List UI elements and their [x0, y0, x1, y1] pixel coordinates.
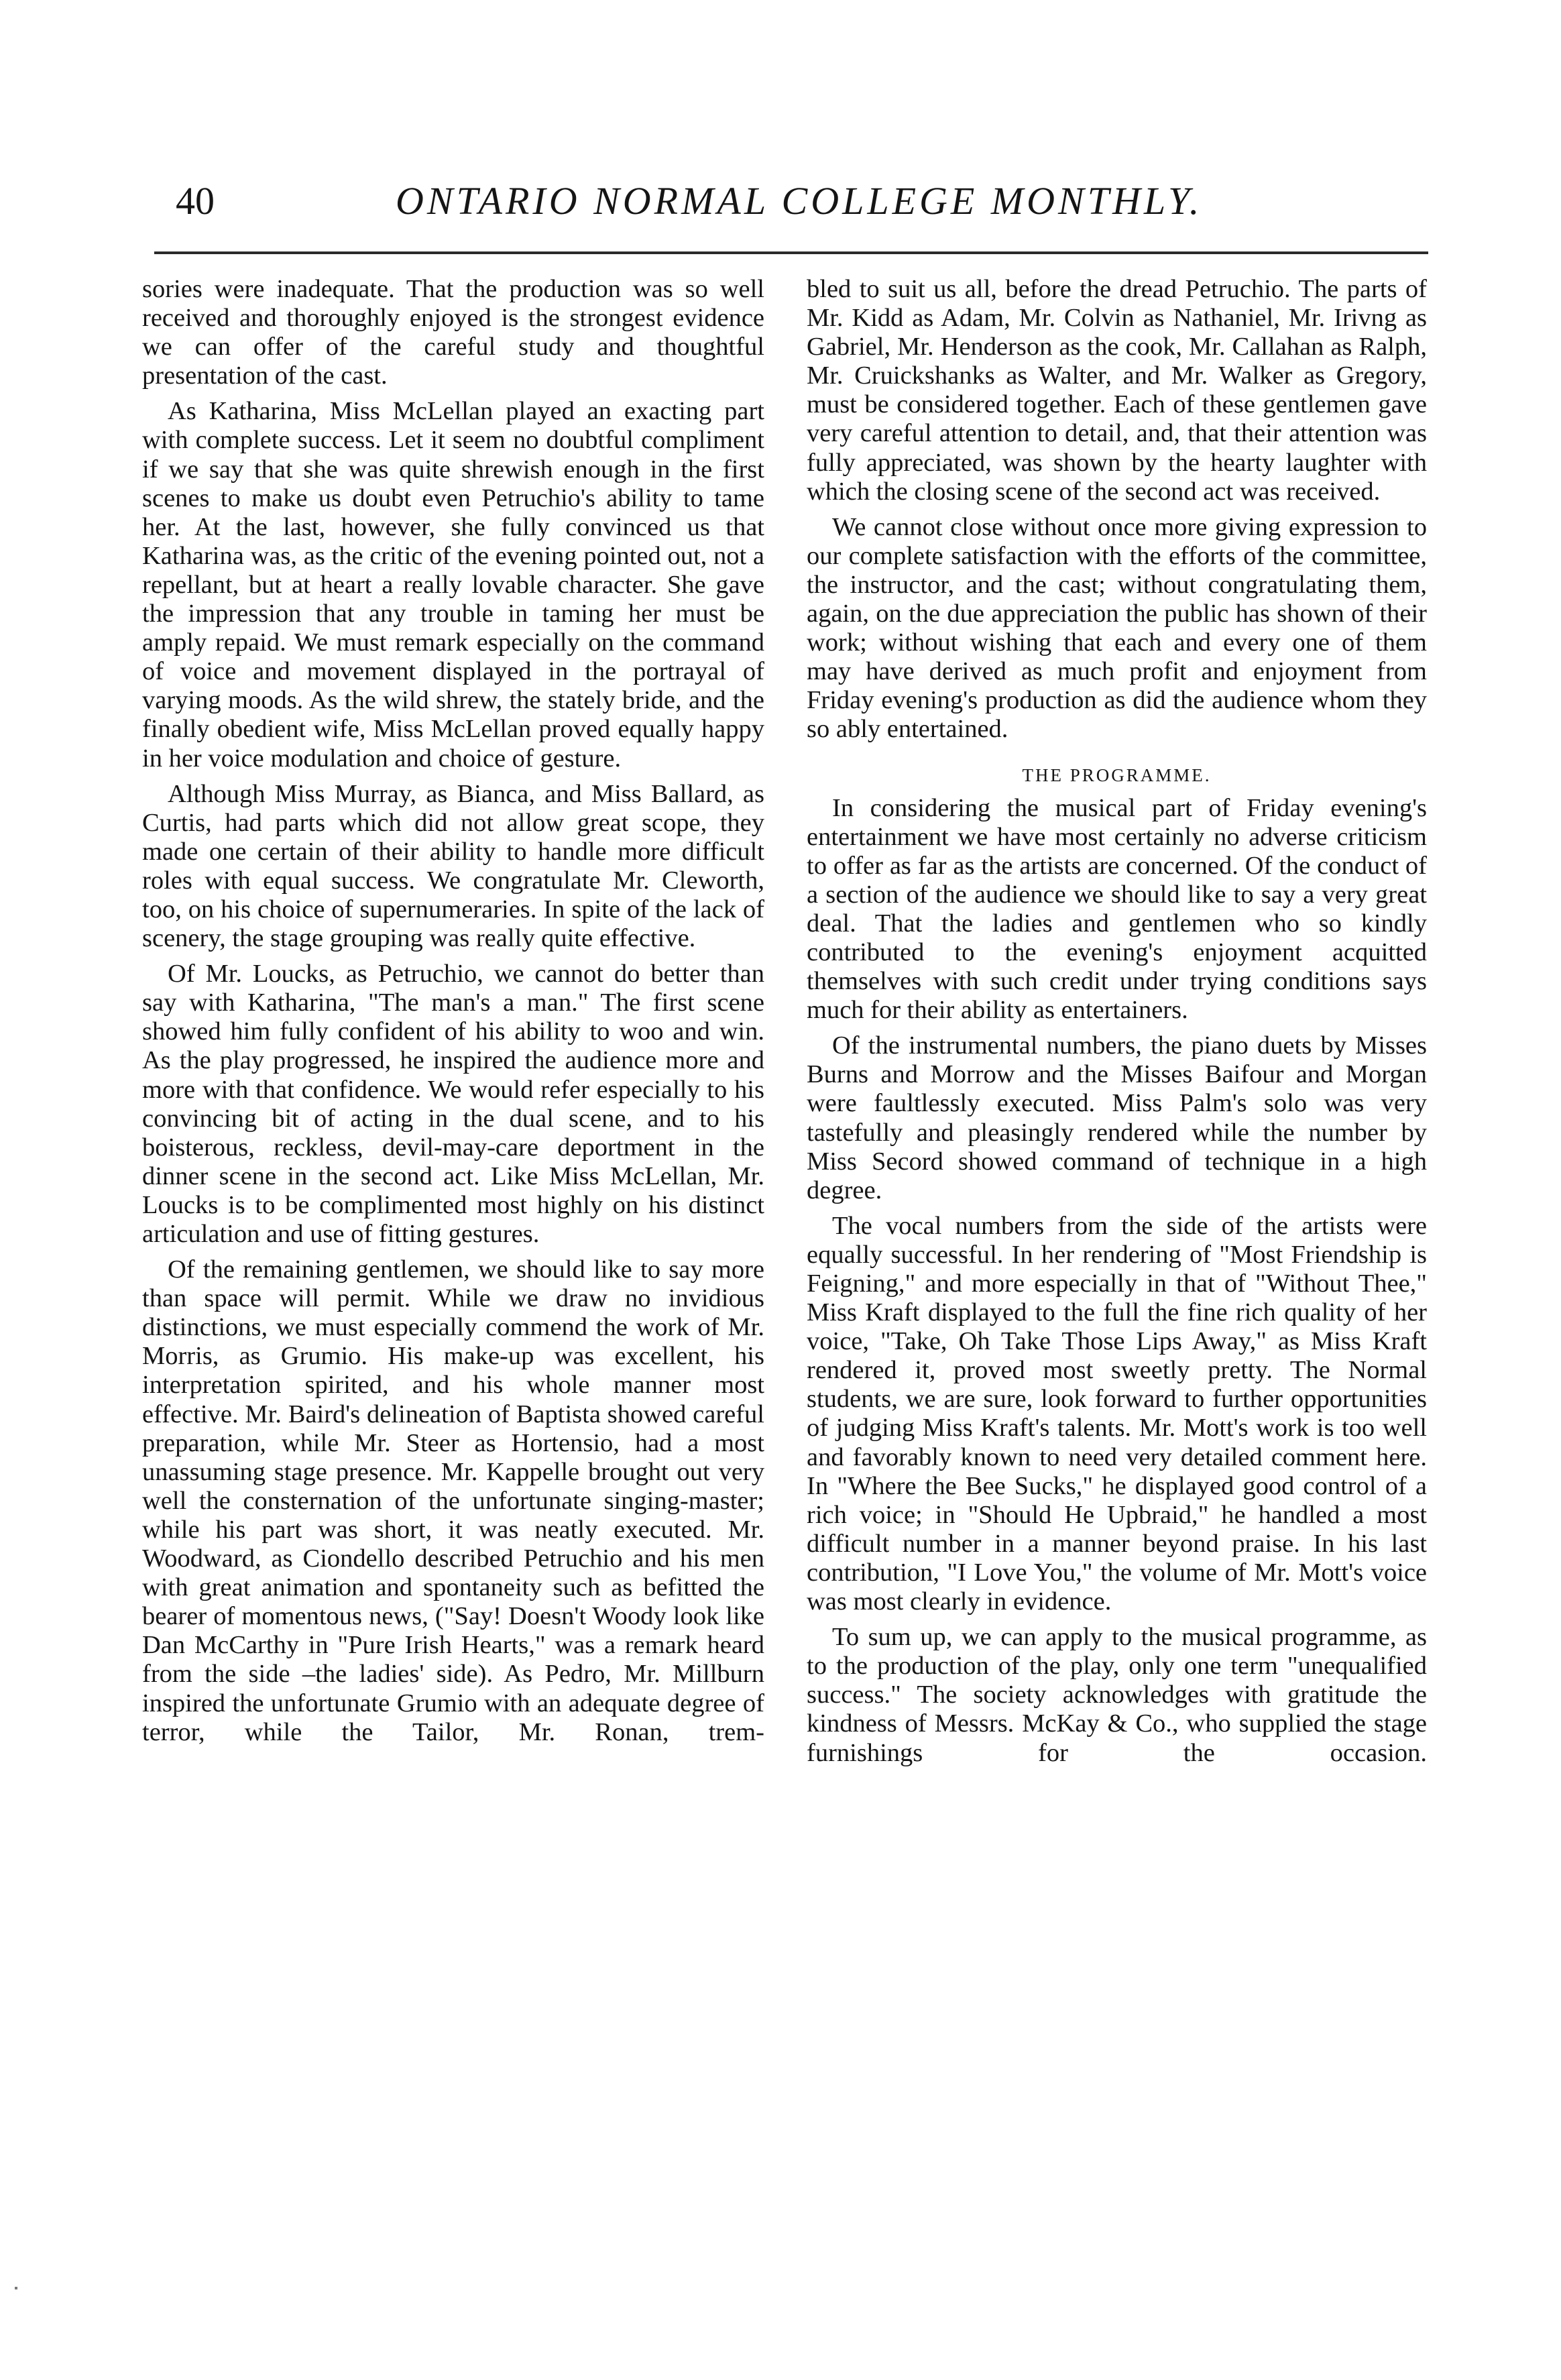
- section-heading: THE PROGRAMME.: [1022, 764, 1212, 785]
- paragraph: In considering the musical part of Friday evening's entertainment we have most certainly no adverse criticism to offer as far as the artists are concerned. Of the conduct of a section of the audience we should like to say a very great deal. That the ladies and gentlemen who so kindly contributed to the evening's enjoyment acquitted themselves with such credit under trying conditions says much for their ability as entertainers.: [807, 793, 1427, 1025]
- paragraph: We cannot close without once more giving expression to our complete satisfaction with the efforts of the committee, the instructor, and the cast; without congratulating them, again, on the due appreciation the public has shown of their work; without wishing that each and every one of them may have derived as much profit and enjoyment from Friday evening's production as did the audience whom they so ably entertained.: [807, 512, 1427, 744]
- paragraph: Of the instrumental numbers, the piano duets by Misses Burns and Morrow and the Misses Baifour and Morgan were faultlessly executed. Miss Palm's solo was very tastefully and pleasingly rendered while the number by Miss Secord showed command of technique in a high degree.: [807, 1031, 1427, 1204]
- paragraph: The vocal numbers from the side of the artists were equally successful. In her rendering of "Most Friendship is Feigning," and more especially in that of "Without Thee," Miss Kraft displayed to the full the fine rich quality of her voice, "Take, Oh Take Those Lips Away," as Miss Kraft rendered it, proved most sweetly pretty. The Normal students, we are sure, look forward to further opportunities of judging Miss Kraft's talents. Mr. Mott's work is too well and favorably known to need very detailed comment here. In "Where the Bee Sucks," he displayed good control of a rich voice; in "Should He Upbraid," he handled a most difficult number in a manner beyond praise. In his last contribution, "I Love You," the volume of Mr. Mott's voice was most clearly in evidence.: [807, 1211, 1427, 1616]
- running-title: ONTARIO NORMAL COLLEGE MONTHLY.: [396, 179, 1203, 223]
- paragraph: Of Mr. Loucks, as Petruchio, we cannot do better than say with Katharina, "The man's a man." The first scene showed him fully confident of his ability to woo and win. As the play progressed, he inspired the audience more and more with that confidence. We would refer especially to his convincing bit of acting in the dual scene, and to his boisterous, reckless, devil-may-care deportment in the dinner scene in the second act. Like Miss McLellan, Mr. Loucks is to be complimented most highly on his distinct articulation and use of fitting gestures.: [142, 960, 764, 1248]
- paragraph: As Katharina, Miss McLellan played an exacting part with complete success. Let it seem no doubtful compliment if we say that she was quite shrewish enough in the first scenes to make us doubt even Petruchio's ability to tame her. At the last, however, she fully convinced us that Katharina was, as the critic of the evening pointed out, not a repellant, but at heart a really lovable character. She gave the impression that any trouble in taming her must be amply repaid. We must remark especially on the command of voice and movement displayed in the portrayal of varying moods. As the wild shrew, the stately bride, and the finally obedient wife, Miss McLellan proved equally happy in her voice modulation and choice of gesture.: [142, 397, 764, 773]
- paragraph: Of the remaining gentlemen, we should like to say more than space will permit. While we draw no invidious distinctions, we must especially commend the work of Mr. Morris, as Grumio. His make-up was excellent, his interpretation spirited, and his whole manner most effective. Mr. Baird's delineation of Baptista showed careful preparation, while Mr. Steer as Hortensio, had a most unassuming stage presence. Mr. Kappelle brought out very well the consternation of the unfortunate singing-master; while his part was short, it was neatly executed. Mr. Woodward, as Ciondello described Petruchio and his men with great animation and spontaneity such as befitted the bearer of momentous news, ("Say! Doesn't Woody look like Dan McCarthy in "Pure Irish Hearts," was a remark heard from the side –the ladies' side). As Pedro, Mr. Millburn inspired the unfortunate Grumio with an adequate degree of terror, while the Tailor, Mr. Ronan, trem-: [142, 1255, 764, 1746]
- page-number: 40: [176, 179, 215, 223]
- paragraph: sories were inadequate. That the production was so well received and thoroughly enjoyed is the strongest evidence we can offer of the careful study and thoughtful presentation of the cast.: [142, 275, 764, 390]
- page-header: [0, 178, 1561, 231]
- paragraph: Although Miss Murray, as Bianca, and Miss Ballard, as Curtis, had parts which did not allow great scope, they made one certain of their ability to handle more difficult roles with equal success. We congratulate Mr. Cleworth, too, on his choice of supernumeraries. In spite of the lack of scenery, the stage grouping was really quite effective.: [142, 779, 764, 953]
- paragraph: bled to suit us all, before the dread Petruchio. The parts of Mr. Kidd as Adam, Mr. Colvin as Nathaniel, Mr. Irivng as Gabriel, Mr. Henderson as the cook, Mr. Callahan as Ralph, Mr. Cruickshanks as Walter, and Mr. Walker as Gregory, must be considered together. Each of these gentlemen gave very careful attention to detail, and, that their attention was fully appreciated, was shown by the hearty laughter with which the closing scene of the second act was received.: [807, 275, 1427, 506]
- left-column: [142, 275, 764, 1747]
- margin-mark: [15, 2287, 17, 2289]
- paragraph: To sum up, we can apply to the musical programme, as to the production of the play, only one term "unequalified success." The society acknowledges with gratitude the kindness of Messrs. McKay & Co., who supplied the stage furnishings for the occasion.: [807, 1623, 1427, 1767]
- right-column: [807, 275, 1427, 1768]
- header-rule: [154, 251, 1428, 254]
